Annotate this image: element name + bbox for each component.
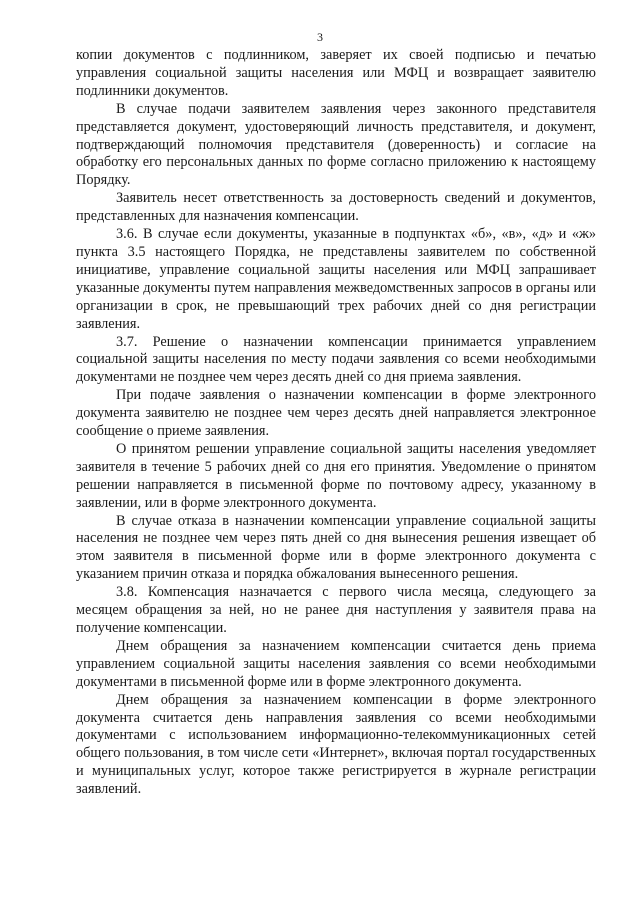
paragraph-representative: В случае подачи заявителем заявления через законного представителя представляется документ, удостоверяющий личность представителя, и документ, подтверждающий полномочия представителя (доверенность) и согласие на обработку его персональных данных по форме согласно приложению к настоящему Порядку. xyxy=(76,100,596,189)
paragraph-electronic-submission: При подаче заявления о назначении компенсации в форме электронного документа заявителю не позднее чем через десять дней направляется электронное сообщение о приеме заявления. xyxy=(76,387,596,440)
document-body xyxy=(76,47,596,799)
paragraph-electronic-application-date: Днем обращения за назначением компенсации в форме электронного документа считается день направления заявления со всеми необходимыми документами с использованием информационно-телекоммуникационных сетей общего пользования, в том числе сети «Интернет», включая портал государственных и муниципальных услуг, которое также регистрируется в журнале регистрации заявлений. xyxy=(76,691,596,798)
paragraph-decision-notice: О принятом решении управление социальной защиты населения уведомляет заявителя в течение 5 рабочих дней со дня его принятия. Уведомление о принятом решении направляется в письменной форме по почтовому адресу, указанному в заявлении, или в форме электронного документа. xyxy=(76,440,596,511)
page-number: 3 xyxy=(317,30,323,44)
paragraph-responsibility: Заявитель несет ответственность за достоверность сведений и документов, представленных для назначения компенсации. xyxy=(76,190,596,225)
paragraph-3-8: 3.8. Компенсация назначается с первого числа месяца, следующего за месяцем обращения за ней, но не ранее дня наступления у заявителя права на получение компенсации. xyxy=(76,584,596,636)
paragraph-continuation: копии документов с подлинником, заверяет их своей подписью и печатью управления социальной защиты населения или МФЦ и возвращает заявителю подлинники документов. xyxy=(76,47,596,99)
paragraph-3-6: 3.6. В случае если документы, указанные в подпунктах «б», «в», «д» и «ж» пункта 3.5 настоящего Порядка, не представлены заявителем по собственной инициативе, управление социальной защиты населения или МФЦ запрашивает указанные документы путем направления межведомственных запросов в органы или организации в срок, не превышающий трех рабочих дней со дня регистрации заявления. xyxy=(76,226,596,332)
paragraph-application-date: Днем обращения за назначением компенсации считается день приема управлением социальной защиты населения заявления со всеми необходимыми документами в письменной форме или в форме электронного документа. xyxy=(76,637,596,690)
paragraph-refusal: В случае отказа в назначении компенсации управление социальной защиты населения не позднее чем через пять дней со дня вынесения решения извещает об этом заявителя в письменной форме или в форме электронного документа с указанием причин отказа и порядка обжалования вынесенного решения. xyxy=(76,512,596,583)
paragraph-3-7: 3.7. Решение о назначении компенсации принимается управлением социальной защиты населения по месту подачи заявления со всеми необходимыми документами не позднее чем через десять дней со дня приема заявления. xyxy=(76,333,596,386)
